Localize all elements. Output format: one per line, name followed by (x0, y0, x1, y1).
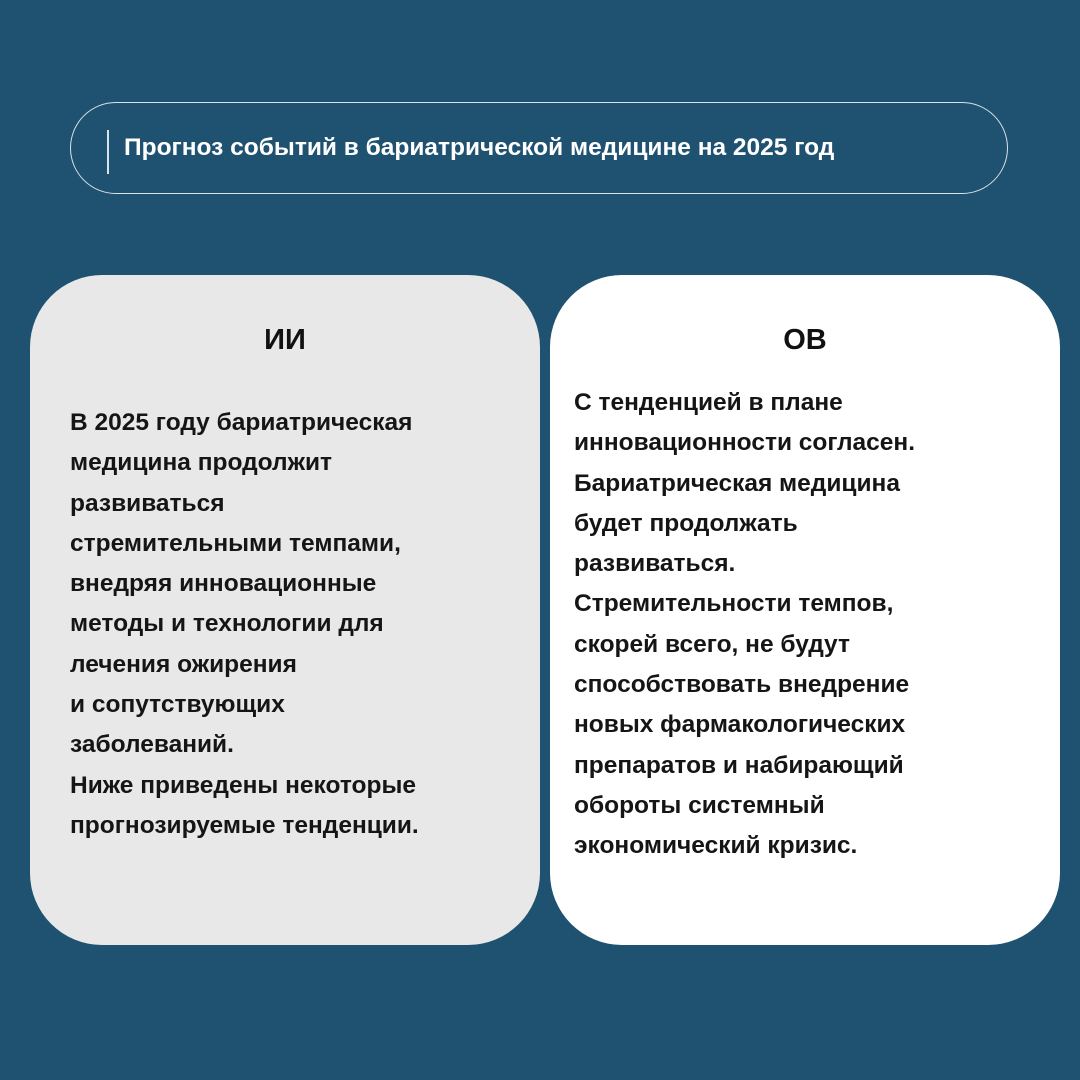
text-line: препаратов и набирающий (574, 751, 904, 779)
text-line: развиваться (70, 489, 225, 517)
text-line: скорей всего, не будут (574, 630, 850, 658)
card-body (574, 383, 915, 867)
text-line: Ниже приведены некоторые (70, 771, 417, 799)
page-title: Прогноз событий в бариатрической медицине на 2025 год (124, 134, 835, 161)
card-ov (550, 275, 1060, 945)
text-line: В 2025 году бариатрическая (70, 409, 413, 436)
text-line: медицина продолжит (70, 449, 333, 477)
title-accent-bar (107, 130, 109, 174)
text-line: внедряя инновационные (70, 570, 377, 598)
text-line: лечения ожирения (70, 650, 297, 678)
text-line: заболеваний. (70, 731, 234, 759)
text-line: будет продолжать (574, 509, 798, 537)
text-line: новых фармакологических (574, 711, 906, 739)
card-ai (30, 275, 540, 945)
card-heading: ОВ (783, 324, 827, 356)
text-line: обороты системный (574, 791, 825, 819)
text-line: методы и технологии для (70, 610, 384, 638)
text-line: и сопутствующих (70, 691, 285, 719)
text-line: инновационности согласен. (574, 429, 916, 457)
text-line: экономический кризис. (574, 832, 858, 860)
card-body (70, 403, 419, 846)
text-line: развиваться. (574, 550, 736, 578)
text-line: Стремительности темпов, (574, 590, 894, 618)
card-heading: ИИ (264, 324, 306, 356)
text-line: С тенденцией в плане (574, 389, 843, 416)
text-line: стремительными темпами, (70, 529, 401, 557)
text-line: способствовать внедрение (574, 671, 910, 699)
text-line: прогнозируемые тенденции. (70, 811, 419, 839)
text-line: Бариатрическая медицина (574, 469, 900, 497)
